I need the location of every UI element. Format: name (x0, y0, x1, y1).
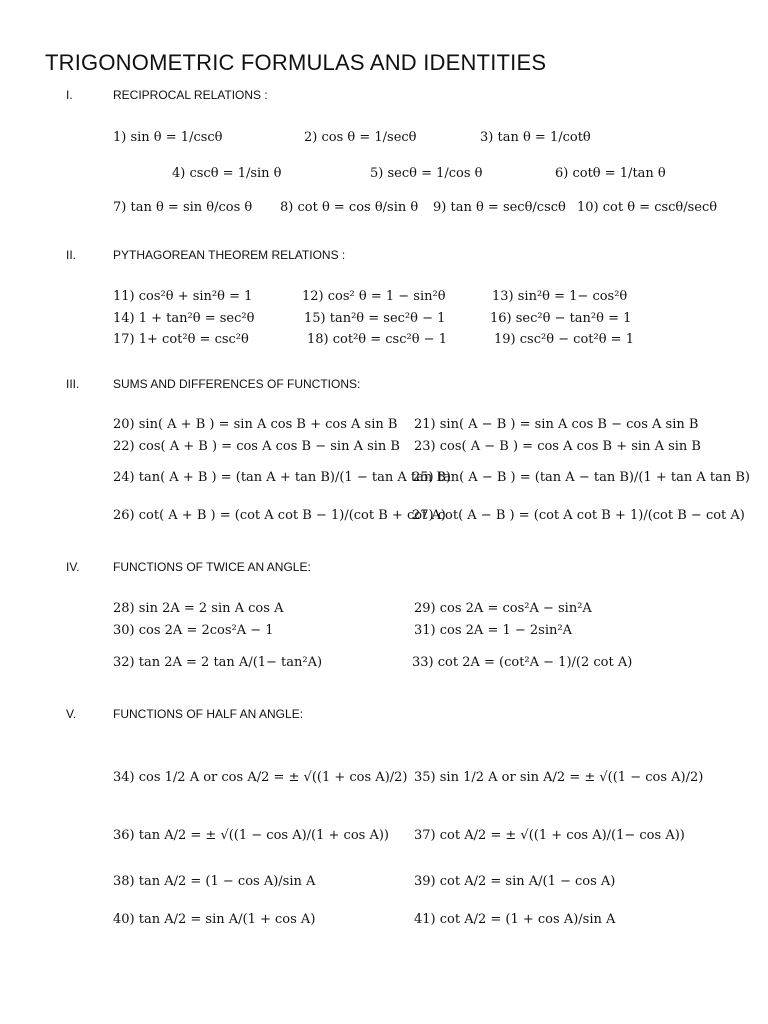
section-heading: RECIPROCAL RELATIONS : (113, 88, 268, 102)
section-heading: PYTHAGOREAN THEOREM RELATIONS : (113, 248, 346, 262)
formula: 11) cos²θ + sin²θ = 1 (113, 289, 253, 304)
section-numeral: III. (66, 377, 80, 391)
formula: 9) tan θ = secθ/cscθ (433, 200, 566, 215)
formula: 13) sin²θ = 1− cos²θ (492, 289, 628, 304)
formula: 27) cot( A − B ) = (cot A cot B + 1)/(cot B − cot A) (412, 508, 745, 523)
formula: 37) cot A/2 = ± √((1 + cos A)/(1− cos A)) (414, 828, 685, 843)
formula: 32) tan 2A = 2 tan A/(1− tan²A) (113, 655, 323, 670)
formula: 5) secθ = 1/cos θ (370, 166, 483, 181)
formula: 6) cotθ = 1/tan θ (555, 166, 666, 181)
formula: 17) 1+ cot²θ = csc²θ (113, 332, 249, 347)
formula: 14) 1 + tan²θ = sec²θ (113, 311, 255, 326)
formula: 25) tan( A − B ) = (tan A − tan B)/(1 + tan A tan B) (412, 470, 750, 485)
formula: 23) cos( A − B ) = cos A cos B + sin A sin B (414, 439, 701, 454)
formula: 31) cos 2A = 1 − 2sin²A (414, 623, 572, 638)
formula: 34) cos 1/2 A or cos A/2 = ± √((1 + cos A)/2) (113, 770, 408, 785)
formula: 29) cos 2A = cos²A − sin²A (414, 601, 592, 616)
formula: 22) cos( A + B ) = cos A cos B − sin A sin B (113, 439, 400, 454)
formula: 18) cot²θ = csc²θ − 1 (307, 332, 447, 347)
section-numeral: IV. (66, 560, 80, 574)
formula: 38) tan A/2 = (1 − cos A)/sin A (113, 874, 316, 889)
section-heading: FUNCTIONS OF TWICE AN ANGLE: (113, 560, 311, 574)
section-numeral: I. (66, 88, 73, 102)
formula: 10) cot θ = cscθ/secθ (577, 200, 718, 215)
formula: 26) cot( A + B ) = (cot A cot B − 1)/(cot B + cot A) (113, 508, 446, 523)
section-heading: FUNCTIONS OF HALF AN ANGLE: (113, 707, 304, 721)
formula: 2) cos θ = 1/secθ (304, 130, 417, 145)
formula: 33) cot 2A = (cot²A − 1)/(2 cot A) (412, 655, 633, 670)
section-heading: SUMS AND DIFFERENCES OF FUNCTIONS: (113, 377, 361, 391)
formula: 12) cos² θ = 1 − sin²θ (302, 289, 446, 304)
formula: 8) cot θ = cos θ/sin θ (280, 200, 419, 215)
section-numeral: II. (66, 248, 77, 262)
formula: 3) tan θ = 1/cotθ (480, 130, 591, 145)
formula: 7) tan θ = sin θ/cos θ (113, 200, 253, 215)
page-title: TRIGONOMETRIC FORMULAS AND IDENTITIES (45, 50, 547, 75)
formula: 16) sec²θ − tan²θ = 1 (490, 311, 632, 326)
formula: 24) tan( A + B ) = (tan A + tan B)/(1 − tan A tan B) (113, 470, 451, 485)
formula: 40) tan A/2 = sin A/(1 + cos A) (113, 912, 316, 927)
formula: 28) sin 2A = 2 sin A cos A (113, 601, 284, 616)
formula: 30) cos 2A = 2cos²A − 1 (113, 623, 274, 638)
formula: 36) tan A/2 = ± √((1 − cos A)/(1 + cos A)) (113, 828, 389, 843)
formula: 19) csc²θ − cot²θ = 1 (494, 332, 634, 347)
formula: 4) cscθ = 1/sin θ (172, 166, 282, 181)
formula: 41) cot A/2 = (1 + cos A)/sin A (414, 912, 616, 927)
formula: 35) sin 1/2 A or sin A/2 = ± √((1 − cos A)/2) (414, 770, 704, 785)
formula: 1) sin θ = 1/cscθ (113, 130, 223, 145)
section-numeral: V. (66, 707, 77, 721)
formula: 39) cot A/2 = sin A/(1 − cos A) (414, 874, 616, 889)
formula: 15) tan²θ = sec²θ − 1 (304, 311, 446, 326)
formula: 20) sin( A + B ) = sin A cos B + cos A sin B (113, 417, 398, 432)
formula: 21) sin( A − B ) = sin A cos B − cos A sin B (414, 417, 699, 432)
